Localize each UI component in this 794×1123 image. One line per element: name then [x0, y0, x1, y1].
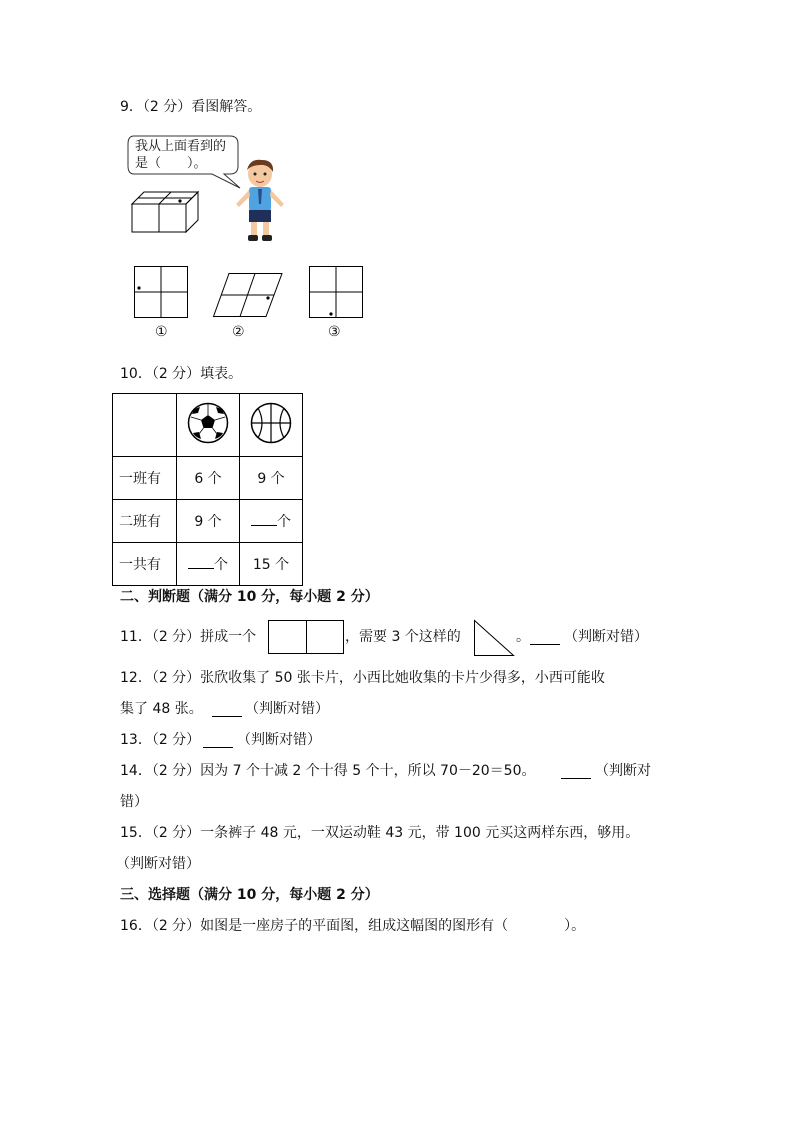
q13-text: 13．（2 分）: [120, 732, 201, 748]
soccer-count: 6 个: [177, 457, 240, 500]
q12-judge-label: （判断对错）: [245, 701, 329, 717]
option-2-figure: [213, 273, 283, 317]
q11-answer-blank[interactable]: [530, 630, 560, 645]
option-3-figure: [309, 266, 363, 318]
q11-judge-label: （判断对错）: [564, 629, 648, 645]
unit-label: 个: [214, 557, 228, 573]
option-1-label: ①: [155, 324, 168, 340]
soccer-blank-cell[interactable]: [177, 543, 240, 586]
cuboid-figure: [130, 190, 200, 234]
basketball-count: 9 个: [240, 457, 303, 500]
boy-illustration: [232, 156, 288, 244]
soccer-count: 9 个: [177, 500, 240, 543]
q16-text: 16．（2 分）如图是一座房子的平面图，组成这幅图的图形有（ ）。: [120, 918, 586, 934]
q14-judge-label: （判断对: [595, 763, 651, 779]
table-header-row: [113, 394, 303, 457]
q11-text-part2: ，需要 3 个这样的: [345, 629, 461, 645]
q14-line2: 错）: [120, 794, 148, 810]
row-label: 二班有: [113, 500, 177, 543]
section3-heading: 三、选择题（满分 10 分，每小题 2 分）: [120, 887, 379, 903]
q13-judge-label: （判断对错）: [237, 732, 321, 748]
row-label: 一共有: [113, 543, 177, 586]
q12-answer-blank[interactable]: [212, 702, 242, 717]
q14-answer-blank[interactable]: [561, 764, 591, 779]
section2-heading: 二、判断题（满分 10 分，每小题 2 分）: [120, 589, 379, 605]
q14-line1: 14．（2 分）因为 7 个十减 2 个十得 5 个十，所以 70－20＝50。: [120, 763, 536, 779]
right-triangle-figure: [474, 620, 514, 656]
q9-title: 9．（2 分）看图解答。: [120, 99, 262, 115]
two-square-rectangle-figure: [268, 620, 344, 654]
fill-table: [112, 393, 303, 586]
basketball-count: 15 个: [240, 543, 303, 586]
option-1-figure: [134, 266, 188, 318]
basketball-icon: [240, 394, 303, 457]
unit-label: 个: [277, 514, 291, 530]
bubble-text-line2: 是（ ）。: [135, 156, 207, 171]
q11-text-part3: 。: [516, 629, 530, 645]
answer-blank[interactable]: [188, 554, 214, 569]
bubble-text-line1: 我从上面看到的: [135, 139, 227, 154]
q11-text-part1: 11．（2 分）拼成一个: [120, 629, 257, 645]
q13-answer-blank[interactable]: [203, 733, 233, 748]
option-2-label: ②: [232, 324, 245, 340]
q15-line1: 15．（2 分）一条裤子 48 元，一双运动鞋 43 元，带 100 元买这两样东西，够用。: [120, 825, 640, 841]
q12-line2: 集了 48 张。: [120, 701, 203, 717]
q10-title: 10．（2 分）填表。: [120, 366, 243, 382]
table-row: [113, 500, 303, 543]
q15-line2: （判断对错）: [116, 856, 200, 872]
option-3-label: ③: [328, 324, 341, 340]
table-row: [113, 543, 303, 586]
table-row: [113, 457, 303, 500]
q12-line1: 12．（2 分）张欣收集了 50 张卡片，小西比她收集的卡片少得多，小西可能收: [120, 670, 605, 686]
answer-blank[interactable]: [251, 511, 277, 526]
soccer-ball-icon: [177, 394, 240, 457]
table-corner-cell: [113, 394, 177, 457]
basketball-blank-cell[interactable]: [240, 500, 303, 543]
row-label: 一班有: [113, 457, 177, 500]
